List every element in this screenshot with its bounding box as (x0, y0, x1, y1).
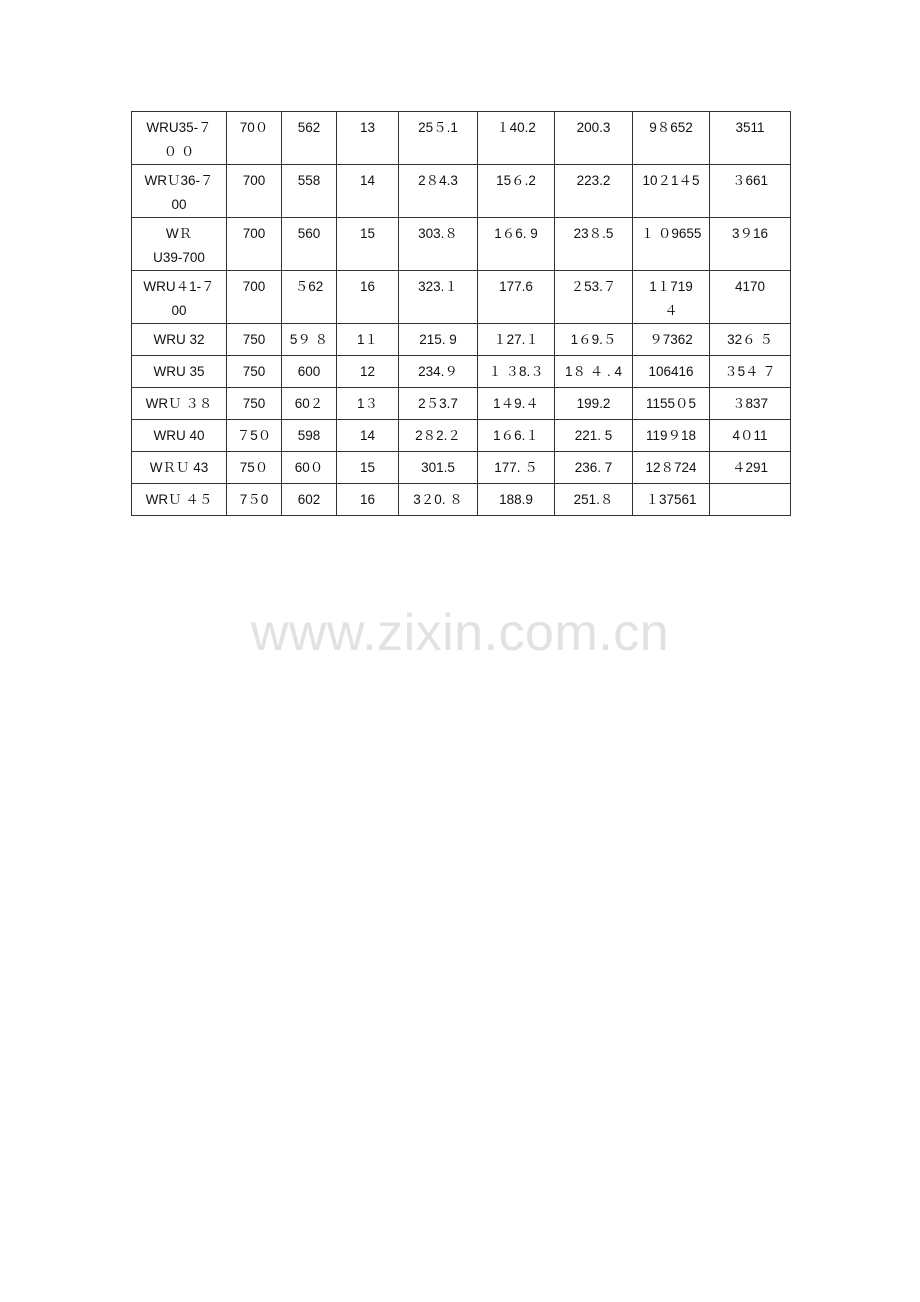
table-cell: 236. 7 (555, 452, 633, 484)
table-cell: 14 (337, 165, 399, 218)
table-cell: 1６6. 9 (478, 218, 555, 271)
table-cell: 199.2 (555, 388, 633, 420)
table-cell: WRU 40 (132, 420, 227, 452)
table-cell: 13 (337, 112, 399, 165)
table-cell: 750 (227, 356, 282, 388)
table-cell: WRU 35 (132, 356, 227, 388)
table-cell: 2５3.7 (399, 388, 478, 420)
table-cell: 200.3 (555, 112, 633, 165)
table-cell: ３5４ ７ (710, 356, 791, 388)
table-cell: 12８724 (633, 452, 710, 484)
table-row (132, 356, 791, 388)
table-cell: 25５.1 (399, 112, 478, 165)
table-cell: ３661 (710, 165, 791, 218)
table-cell: 2８2.２ (399, 420, 478, 452)
table-cell: 3９16 (710, 218, 791, 271)
table-cell: 750 (227, 324, 282, 356)
table-cell: 15 (337, 218, 399, 271)
table-cell: １ ０9655 (633, 218, 710, 271)
table-cell: １27.１ (478, 324, 555, 356)
table-cell: WRU35-７ ０ ０ (132, 112, 227, 165)
table-cell: 303.８ (399, 218, 478, 271)
table-cell: 15６.2 (478, 165, 555, 218)
table-cell: WＲ U39-700 (132, 218, 227, 271)
table-cell (710, 484, 791, 516)
table-cell: 234.９ (399, 356, 478, 388)
table-row (132, 324, 791, 356)
table-row (132, 165, 791, 218)
table-cell: 106416 (633, 356, 710, 388)
table-cell: 560 (282, 218, 337, 271)
table-cell: 12 (337, 356, 399, 388)
table-cell: 223.2 (555, 165, 633, 218)
table-cell: 600 (282, 356, 337, 388)
table-cell: 1６6.１ (478, 420, 555, 452)
table-cell: WRU４1-７ 00 (132, 271, 227, 324)
table-cell: 4170 (710, 271, 791, 324)
table-cell: 301.5 (399, 452, 478, 484)
table-row (132, 452, 791, 484)
table-cell: 9８652 (633, 112, 710, 165)
table-cell: １40.2 (478, 112, 555, 165)
table-cell: ２53.７ (555, 271, 633, 324)
spec-table (131, 111, 791, 516)
table-cell: 558 (282, 165, 337, 218)
table-cell: 23８.5 (555, 218, 633, 271)
table-cell: WRＵ ３８ (132, 388, 227, 420)
table-cell: ９7362 (633, 324, 710, 356)
watermark-text: www.zixin.com.cn (250, 604, 670, 662)
table-cell: 70０ (227, 112, 282, 165)
table-cell: 1６9.５ (555, 324, 633, 356)
table-cell: 1155０5 (633, 388, 710, 420)
table-cell: 602 (282, 484, 337, 516)
table-cell: 16 (337, 271, 399, 324)
table-cell: ４291 (710, 452, 791, 484)
table-cell: 5９ ８ (282, 324, 337, 356)
table-cell: 215. 9 (399, 324, 478, 356)
table-cell: 3２0. ８ (399, 484, 478, 516)
table-cell: 75０ (227, 452, 282, 484)
table-cell: 221. 5 (555, 420, 633, 452)
table-cell: 3511 (710, 112, 791, 165)
table-row (132, 388, 791, 420)
table-cell: １37561 (633, 484, 710, 516)
table-cell: ７5０ (227, 420, 282, 452)
table-row (132, 420, 791, 452)
table-cell: 700 (227, 165, 282, 218)
table-cell: 177. ５ (478, 452, 555, 484)
table-cell: 7５0 (227, 484, 282, 516)
table-cell: 1１ (337, 324, 399, 356)
table-cell: ５62 (282, 271, 337, 324)
table-cell: 2８4.3 (399, 165, 478, 218)
table-cell: WRＵ ４５ (132, 484, 227, 516)
table-cell: 323.１ (399, 271, 478, 324)
table-row (132, 484, 791, 516)
table-cell: 32６ ５ (710, 324, 791, 356)
table-cell: 60０ (282, 452, 337, 484)
table-cell: 1８ ４ . 4 (555, 356, 633, 388)
table-cell: 16 (337, 484, 399, 516)
table-cell: 119９18 (633, 420, 710, 452)
table-cell: 700 (227, 218, 282, 271)
table-cell: 1４9.４ (478, 388, 555, 420)
table-cell: 60２ (282, 388, 337, 420)
table-row (132, 112, 791, 165)
table-row (132, 218, 791, 271)
table-cell: １ ３8.３ (478, 356, 555, 388)
table-cell: 750 (227, 388, 282, 420)
table-cell: 251.８ (555, 484, 633, 516)
table-cell: 14 (337, 420, 399, 452)
table-cell: 177.6 (478, 271, 555, 324)
table-cell: 700 (227, 271, 282, 324)
table-cell: 562 (282, 112, 337, 165)
table-cell: ３837 (710, 388, 791, 420)
table-cell: 15 (337, 452, 399, 484)
table-cell: WＲＵ 43 (132, 452, 227, 484)
table-cell: WRＵ36-７ 00 (132, 165, 227, 218)
table-cell: 1３ (337, 388, 399, 420)
table-cell: 188.9 (478, 484, 555, 516)
table-cell: WRU 32 (132, 324, 227, 356)
table-row (132, 271, 791, 324)
table-cell: 598 (282, 420, 337, 452)
table-cell: 4０11 (710, 420, 791, 452)
table-cell: 10２1４5 (633, 165, 710, 218)
table-cell: 1１719 ４ (633, 271, 710, 324)
